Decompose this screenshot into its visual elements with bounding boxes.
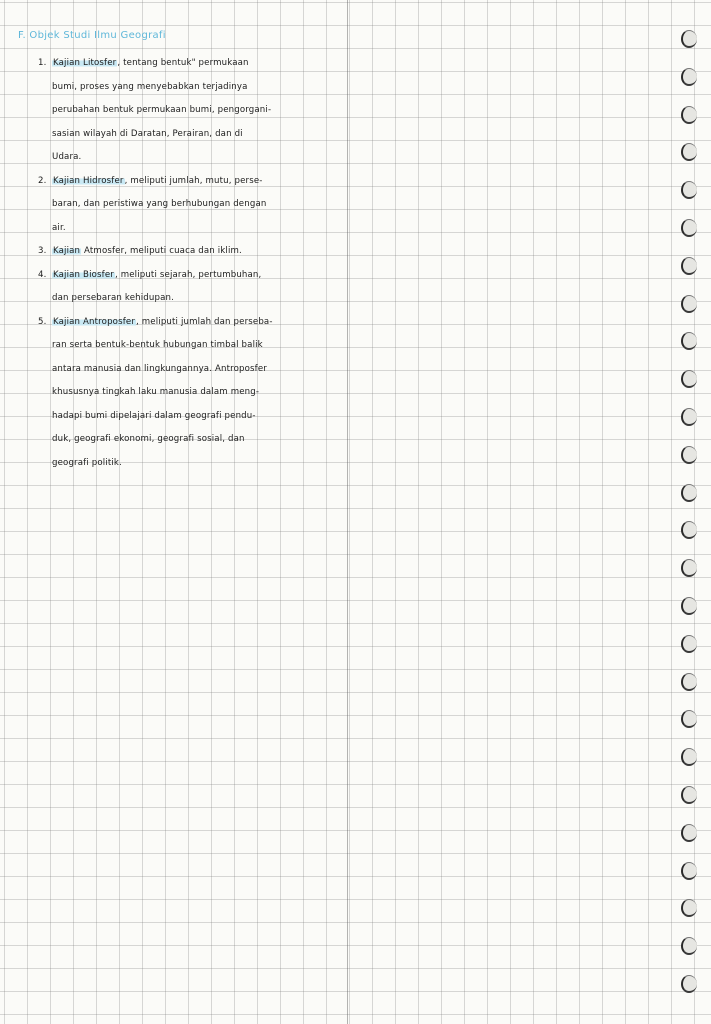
term-highlight: Kajian Antroposfer [53, 316, 136, 327]
binder-hole [681, 332, 697, 350]
item-text: , meliputi jumlah dan perseba- [136, 316, 273, 327]
item-text: Atmosfer, meliputi cuaca dan iklim. [81, 246, 242, 256]
term-highlight: Kajian Hidrosfer [53, 175, 124, 186]
list-item-biosfer [38, 264, 350, 311]
term-highlight: Kajian [53, 246, 81, 256]
item-text: duk, geografi ekonomi, geografi sosial, dan [52, 434, 245, 444]
list-item-litosfer [38, 52, 350, 170]
item-number: 2. [38, 175, 47, 186]
binder-hole [681, 257, 697, 275]
item-text: , tentang bentuk" permukaan [117, 58, 249, 68]
item-text: bumi, proses yang menyebabkan terjadinya [52, 81, 248, 92]
item-text: khususnya tingkah laku manusia dalam meng- [52, 387, 260, 397]
binder-hole [681, 295, 697, 313]
binder-hole [681, 143, 697, 161]
item-text: Udara. [52, 152, 82, 162]
item-text: dan persebaran kehidupan. [52, 293, 174, 303]
item-text: hadapi bumi dipelajari dalam geografi pendu- [52, 410, 256, 421]
binder-hole [681, 862, 697, 880]
binder-hole [681, 68, 697, 86]
list-item-antroposfer [38, 311, 350, 476]
binder-hole [681, 975, 697, 993]
item-number: 1. [38, 58, 47, 68]
binder-hole [681, 937, 697, 955]
binder-holes [651, 0, 711, 1024]
binder-hole [681, 484, 697, 502]
binder-hole [681, 408, 697, 426]
item-text: , meliputi sejarah, pertumbuhan, [114, 269, 262, 280]
binder-hole [681, 521, 697, 539]
item-text: perubahan bentuk permukaan bumi, pengorgani- [52, 105, 272, 115]
item-text: ran serta bentuk-bentuk hubungan timbal balik [52, 340, 263, 350]
binder-hole [681, 106, 697, 124]
item-number: 4. [38, 269, 47, 280]
binder-hole [681, 446, 697, 464]
list-item-hidrosfer [38, 170, 350, 241]
binder-hole [681, 559, 697, 577]
binder-hole [681, 748, 697, 766]
binder-hole [681, 786, 697, 804]
term-highlight: Kajian Litosfer [53, 58, 117, 68]
binder-hole [681, 899, 697, 917]
binder-hole [681, 370, 697, 388]
binder-hole [681, 673, 697, 691]
item-text: air. [52, 222, 66, 233]
binder-hole [681, 824, 697, 842]
section-heading: F. Objek Studi Ilmu Geografi [18, 30, 166, 41]
item-number: 5. [38, 316, 47, 327]
binder-hole [681, 597, 697, 615]
item-text: sasian wilayah di Daratan, Perairan, dan di [52, 128, 243, 139]
item-text: , meliputi jumlah, mutu, perse- [124, 175, 263, 186]
term-highlight: Kajian Biosfer [53, 269, 114, 280]
item-text: baran, dan peristiwa yang berhubungan dengan [52, 199, 267, 209]
binder-hole [681, 635, 697, 653]
notes-list [38, 52, 350, 475]
list-item-atmosfer [38, 240, 350, 264]
item-text: antara manusia dan lingkungannya. Antroposfer [52, 363, 267, 374]
binder-hole [681, 219, 697, 237]
binder-hole [681, 710, 697, 728]
item-text: geografi politik. [52, 457, 122, 468]
binder-hole [681, 181, 697, 199]
binder-hole [681, 30, 697, 48]
item-number: 3. [38, 246, 47, 256]
